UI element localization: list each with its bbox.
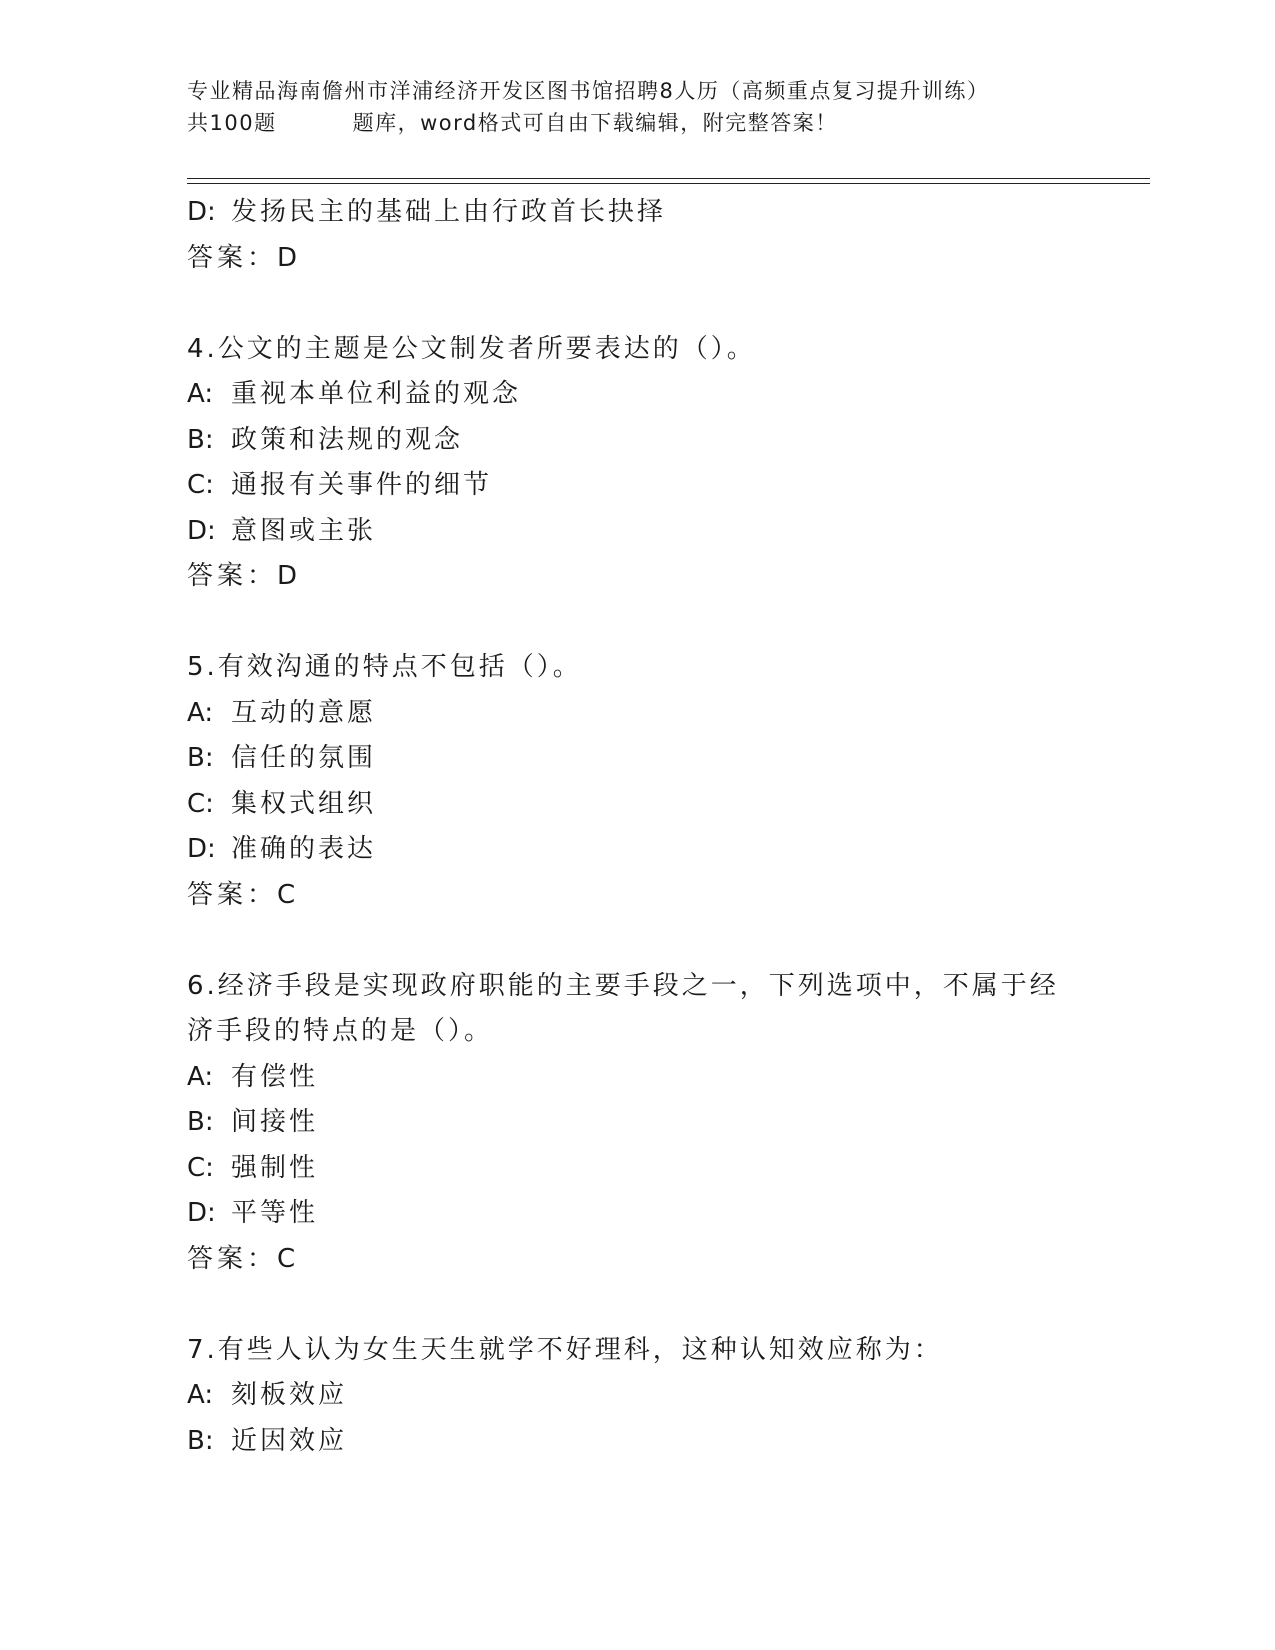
option-d [187, 509, 1147, 555]
option-key: C: [187, 788, 214, 819]
question-text-line1: 6.经济手段是实现政府职能的主要手段之一，下列选项中，不属于经 [187, 970, 1059, 1001]
option-key: B: [187, 743, 214, 773]
option-text: 集权式组织 [231, 788, 377, 819]
option-text: 意图或主张 [231, 515, 377, 546]
question-text: 4.公文的主题是公文制发者所要表达的（）。 [187, 333, 756, 364]
header-title: 专业精品海南儋州市洋浦经济开发区图书馆招聘8人历（高频重点复习提升训练） [187, 79, 990, 103]
option-text: 信任的氛围 [231, 743, 377, 773]
question-block [187, 327, 1147, 600]
option-text: 间接性 [231, 1107, 319, 1137]
answer-label: 答案： [187, 879, 278, 910]
option-b [187, 736, 1147, 782]
option-key: D: [187, 515, 216, 546]
answer-value: C [277, 1243, 298, 1274]
answer-label: 答案： [187, 561, 278, 591]
option-text: 有偿性 [231, 1061, 319, 1092]
question-block [187, 1328, 1147, 1465]
option-d [187, 827, 1147, 873]
option-key: D: [187, 834, 216, 864]
answer-label: 答案： [187, 1243, 278, 1274]
option-b [187, 1100, 1147, 1146]
option-c [187, 463, 1147, 509]
question-block [187, 645, 1147, 918]
option-key: D: [187, 197, 216, 227]
option-key: A: [187, 379, 214, 409]
question-list [187, 190, 1147, 1464]
option-d [187, 190, 1147, 236]
question-text: 7.有些人认为女生天生就学不好理科，这种认知效应称为： [187, 1334, 943, 1365]
option-a [187, 691, 1147, 737]
answer-value: C [277, 879, 298, 910]
option-d [187, 1191, 1147, 1237]
option-c [187, 1146, 1147, 1192]
option-key: A: [187, 1380, 214, 1410]
question-block [187, 964, 1147, 1283]
option-key: B: [187, 424, 214, 455]
option-key: A: [187, 697, 214, 728]
option-text: 刻板效应 [231, 1380, 348, 1410]
option-text: 准确的表达 [231, 834, 377, 864]
answer-line [187, 554, 1147, 600]
option-text: 政策和法规的观念 [231, 424, 464, 455]
answer-line [187, 873, 1147, 919]
option-text: 重视本单位利益的观念 [231, 379, 522, 409]
option-key: A: [187, 1061, 214, 1092]
option-b [187, 1419, 1147, 1465]
option-a [187, 1373, 1147, 1419]
header-subtitle [187, 107, 1147, 139]
question-block [187, 190, 1147, 281]
option-key: C: [187, 1152, 214, 1183]
answer-line [187, 236, 1147, 282]
answer-value: D [277, 561, 300, 591]
option-text: 互动的意愿 [231, 697, 377, 728]
header-divider-bottom [187, 183, 1150, 184]
answer-line [187, 1237, 1147, 1283]
answer-value: D [277, 242, 300, 273]
option-text: 发扬民主的基础上由行政首长抉择 [231, 197, 667, 227]
question-text-line2: 济手段的特点的是（）。 [187, 1016, 494, 1046]
answer-label: 答案： [187, 242, 278, 273]
option-a [187, 372, 1147, 418]
option-c [187, 782, 1147, 828]
option-key: D: [187, 1198, 216, 1228]
option-a [187, 1055, 1147, 1101]
option-key: C: [187, 470, 214, 500]
option-text: 通报有关事件的细节 [231, 470, 493, 500]
option-text: 近因效应 [231, 1425, 348, 1456]
option-key: B: [187, 1425, 214, 1456]
header-divider-top [187, 178, 1150, 179]
option-text: 强制性 [231, 1152, 319, 1183]
option-text: 平等性 [231, 1198, 319, 1228]
page-header [187, 75, 1147, 139]
header-description: 题库，word格式可自由下载编辑，附完整答案！ [352, 111, 838, 135]
option-key: B: [187, 1107, 214, 1137]
question-text: 5.有效沟通的特点不包括（）。 [187, 652, 582, 682]
option-b [187, 418, 1147, 464]
header-count: 共100题 [187, 111, 277, 135]
